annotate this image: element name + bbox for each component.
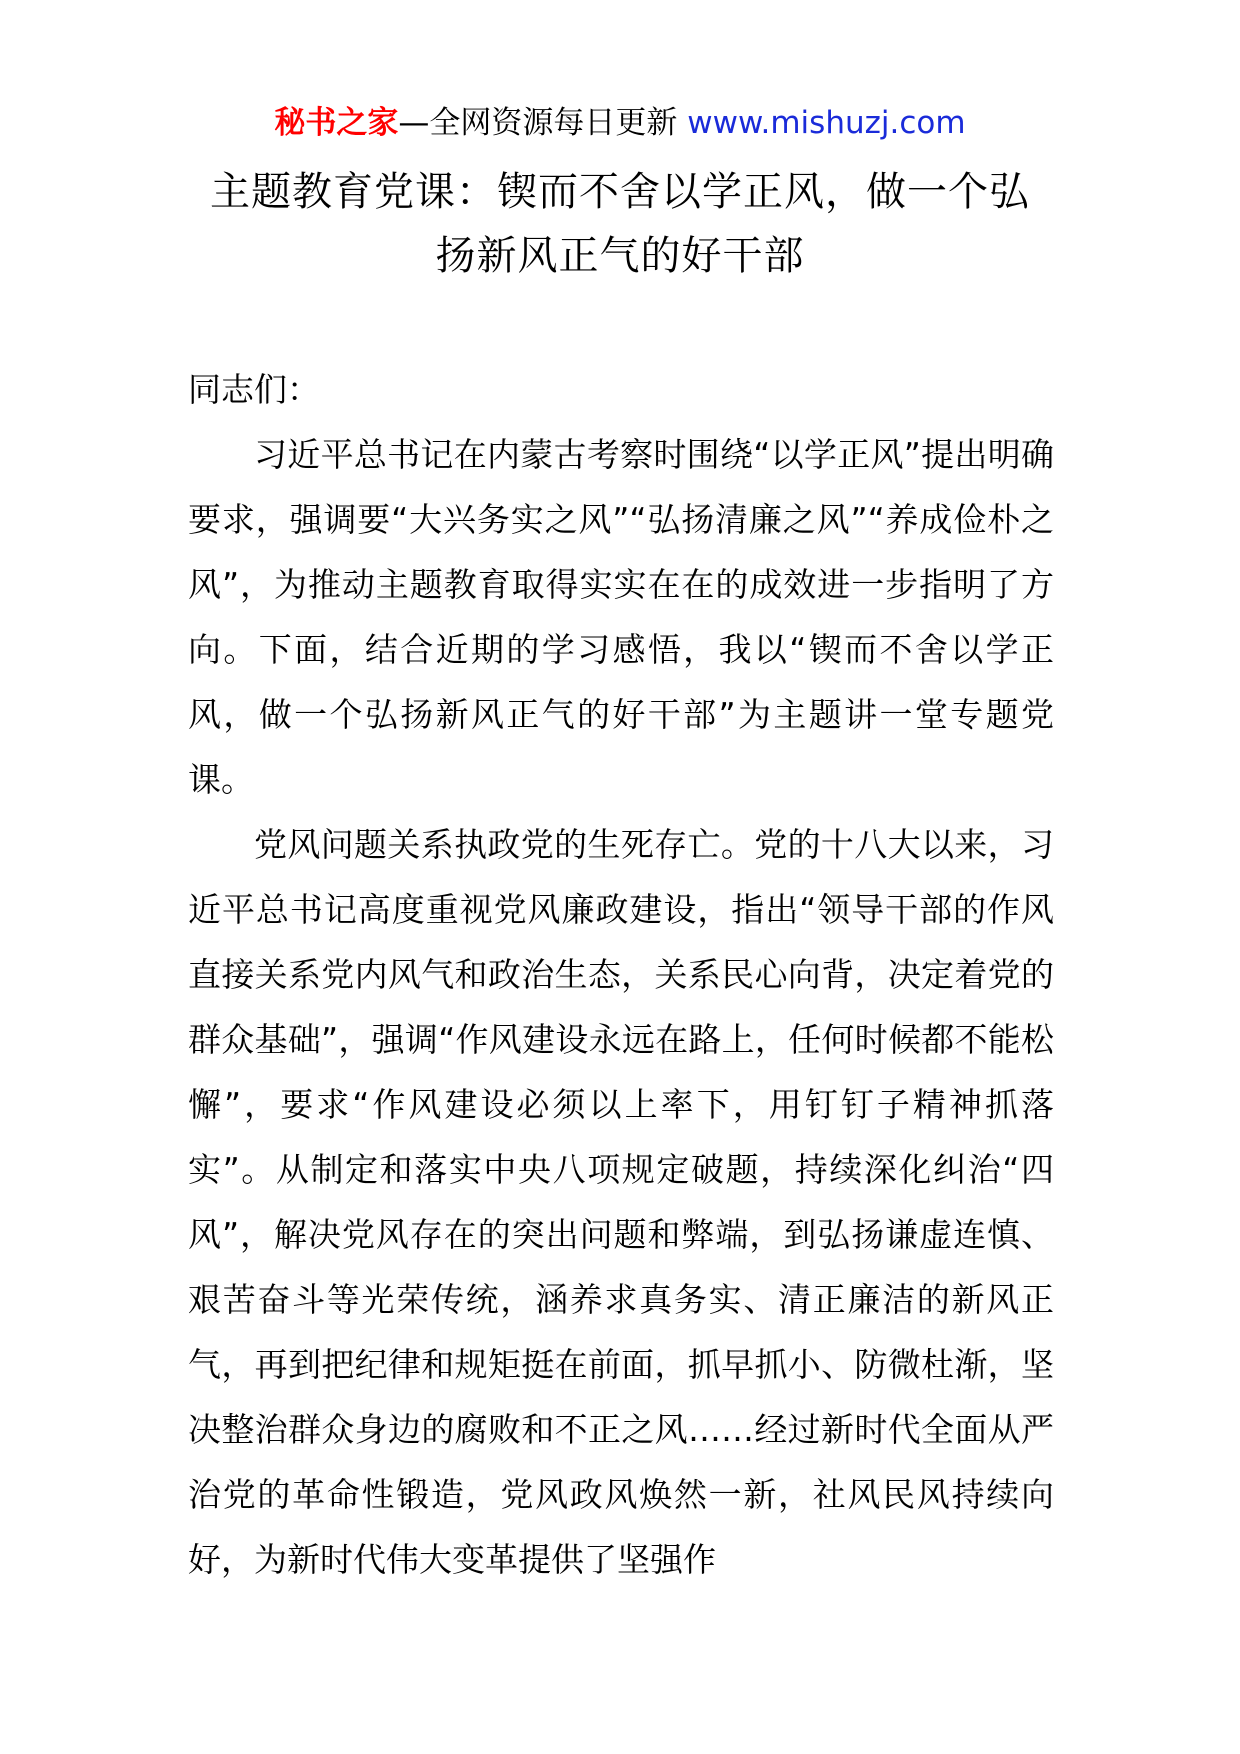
paragraph-1: 习近平总书记在内蒙古考察时围绕“以学正风”提出明确要求，强调要“大兴务实之风”“弘扬清廉之风”“养成俭朴之风”，为推动主题教育取得实实在在的成效进一步指明了方向。下面，结合近期的学习感悟，我以“锲而不舍以学正风，做一个弘扬新风正气的好干部”为主题讲一堂专题党课。: [188, 435, 1054, 799]
site-url-link[interactable]: www.mishuzj.com: [687, 105, 966, 141]
paragraph-2: 党风问题关系执政党的生死存亡。党的十八大以来，习近平总书记高度重视党风廉政建设，指出“领导干部的作风直接关系党内风气和政治生态，关系民心向背，决定着党的群众基础”，强调“作风建设永远在路上，任何时候都不能松懈”，要求“作风建设必须以上率下，用钉钉子精神抓落实”。从制定和落实中央八项规定破题，持续深化纠治“四风”，解决党风存在的突出问题和弊端，到弘扬谦虚连慎、艰苦奋斗等光荣传统，涵养求真务实、清正廉洁的新风正气，再到把纪律和规矩挺在前面，抓早抓小、防微杜渐，坚决整治群众身边的腐败和不正之风……经过新时代全面从严治党的革命性锻造，党风政风焕然一新，社风民风持续向好，为新时代伟大变革提供了坚强作: [188, 825, 1054, 1579]
document-title: [150, 160, 1090, 288]
salutation: 同志们：: [188, 370, 320, 409]
document-body: [188, 357, 1054, 1592]
site-tagline: —全网资源每日更新: [398, 105, 688, 141]
site-header: [0, 100, 1240, 146]
site-brand: 秘书之家: [274, 105, 399, 141]
title-line-1: 主题教育党课：锲而不舍以学正风，做一个弘: [210, 169, 1030, 215]
title-line-2: 扬新风正气的好干部: [435, 233, 805, 279]
